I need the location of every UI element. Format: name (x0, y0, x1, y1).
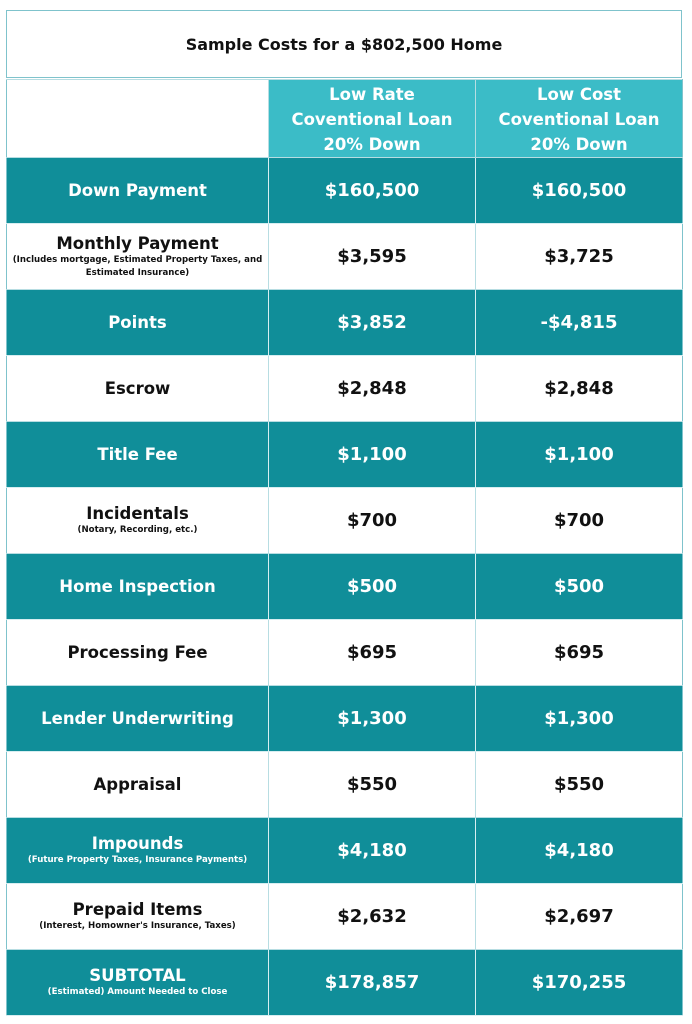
cell-low-cost: -$4,815 (476, 290, 683, 356)
row-label: Title Fee (97, 445, 178, 464)
table-row (7, 290, 683, 356)
table-row (7, 884, 683, 950)
cell-low-cost: $3,725 (476, 224, 683, 290)
row-label: Appraisal (93, 775, 182, 794)
row-label-cell (7, 356, 269, 422)
row-label-cell (7, 422, 269, 488)
row-label: Down Payment (68, 181, 207, 200)
cell-low-cost: $500 (476, 554, 683, 620)
cell-low-cost: $1,300 (476, 686, 683, 752)
header-low-rate-line-2: Coventional Loan (291, 110, 453, 129)
table-row (7, 554, 683, 620)
cell-low-rate: $700 (269, 488, 476, 554)
row-label-cell (7, 620, 269, 686)
header-low-cost (476, 80, 683, 158)
table-row (7, 224, 683, 290)
row-sublabel: (Future Property Taxes, Insurance Payments) (27, 855, 248, 865)
row-label-cell (7, 158, 269, 224)
row-label: SUBTOTAL (89, 966, 186, 985)
table-row (7, 818, 683, 884)
cell-low-rate: $2,848 (269, 356, 476, 422)
cell-low-cost: $550 (476, 752, 683, 818)
row-sublabel: (Interest, Homowner's Insurance, Taxes) (39, 921, 236, 931)
table-row (7, 686, 683, 752)
cell-low-cost: $2,848 (476, 356, 683, 422)
cell-low-cost: $2,697 (476, 884, 683, 950)
row-label: Home Inspection (59, 577, 216, 596)
table-row (7, 158, 683, 224)
row-label-cell (7, 818, 269, 884)
row-label-cell (7, 224, 269, 290)
row-label-cell (7, 884, 269, 950)
row-label: Escrow (104, 379, 171, 398)
row-label: Prepaid Items (72, 900, 203, 919)
row-label-cell (7, 290, 269, 356)
costs-table (6, 79, 683, 1016)
row-label-cell (7, 950, 269, 1016)
header-row (7, 80, 683, 158)
row-label: Impounds (91, 834, 184, 853)
header-low-rate-line-1: Low Rate (329, 85, 415, 104)
table-row (7, 488, 683, 554)
header-low-rate (269, 80, 476, 158)
table-row (7, 752, 683, 818)
row-label-cell (7, 554, 269, 620)
cell-low-rate: $4,180 (269, 818, 476, 884)
cell-low-cost: $4,180 (476, 818, 683, 884)
cell-low-rate: $550 (269, 752, 476, 818)
cell-low-cost: $695 (476, 620, 683, 686)
row-label: Monthly Payment (56, 233, 219, 253)
row-sublabel: (Includes mortgage, Estimated Property Taxes, and Estimated Insurance) (12, 254, 263, 278)
header-empty-cell (7, 80, 269, 158)
header-low-cost-line-1: Low Cost (537, 85, 621, 104)
cell-low-cost: $700 (476, 488, 683, 554)
row-label-cell (7, 488, 269, 554)
row-sublabel: (Estimated) Amount Needed to Close (47, 987, 228, 997)
cell-low-rate: $1,300 (269, 686, 476, 752)
table-title: Sample Costs for a $802,500 Home (6, 10, 682, 78)
cell-low-cost: $160,500 (476, 158, 683, 224)
table-row (7, 356, 683, 422)
row-label: Processing Fee (67, 643, 208, 662)
cell-low-rate: $695 (269, 620, 476, 686)
row-label: Points (108, 313, 167, 332)
costs-table-body (7, 80, 683, 1016)
table-row (7, 620, 683, 686)
row-label-cell (7, 752, 269, 818)
cell-low-rate: $178,857 (269, 950, 476, 1016)
cell-low-rate: $1,100 (269, 422, 476, 488)
row-label-cell (7, 686, 269, 752)
cell-low-rate: $160,500 (269, 158, 476, 224)
header-low-cost-line-3: 20% Down (530, 135, 628, 154)
header-low-cost-line-2: Coventional Loan (498, 110, 660, 129)
row-label: Lender Underwriting (41, 709, 234, 728)
cell-low-rate: $500 (269, 554, 476, 620)
cell-low-rate: $3,595 (269, 224, 476, 290)
row-sublabel: (Notary, Recording, etc.) (77, 525, 198, 535)
table-row (7, 422, 683, 488)
header-low-rate-line-3: 20% Down (323, 135, 421, 154)
table-row (7, 950, 683, 1016)
cell-low-rate: $3,852 (269, 290, 476, 356)
cell-low-rate: $2,632 (269, 884, 476, 950)
row-label: Incidentals (86, 504, 189, 523)
cell-low-cost: $170,255 (476, 950, 683, 1016)
cell-low-cost: $1,100 (476, 422, 683, 488)
